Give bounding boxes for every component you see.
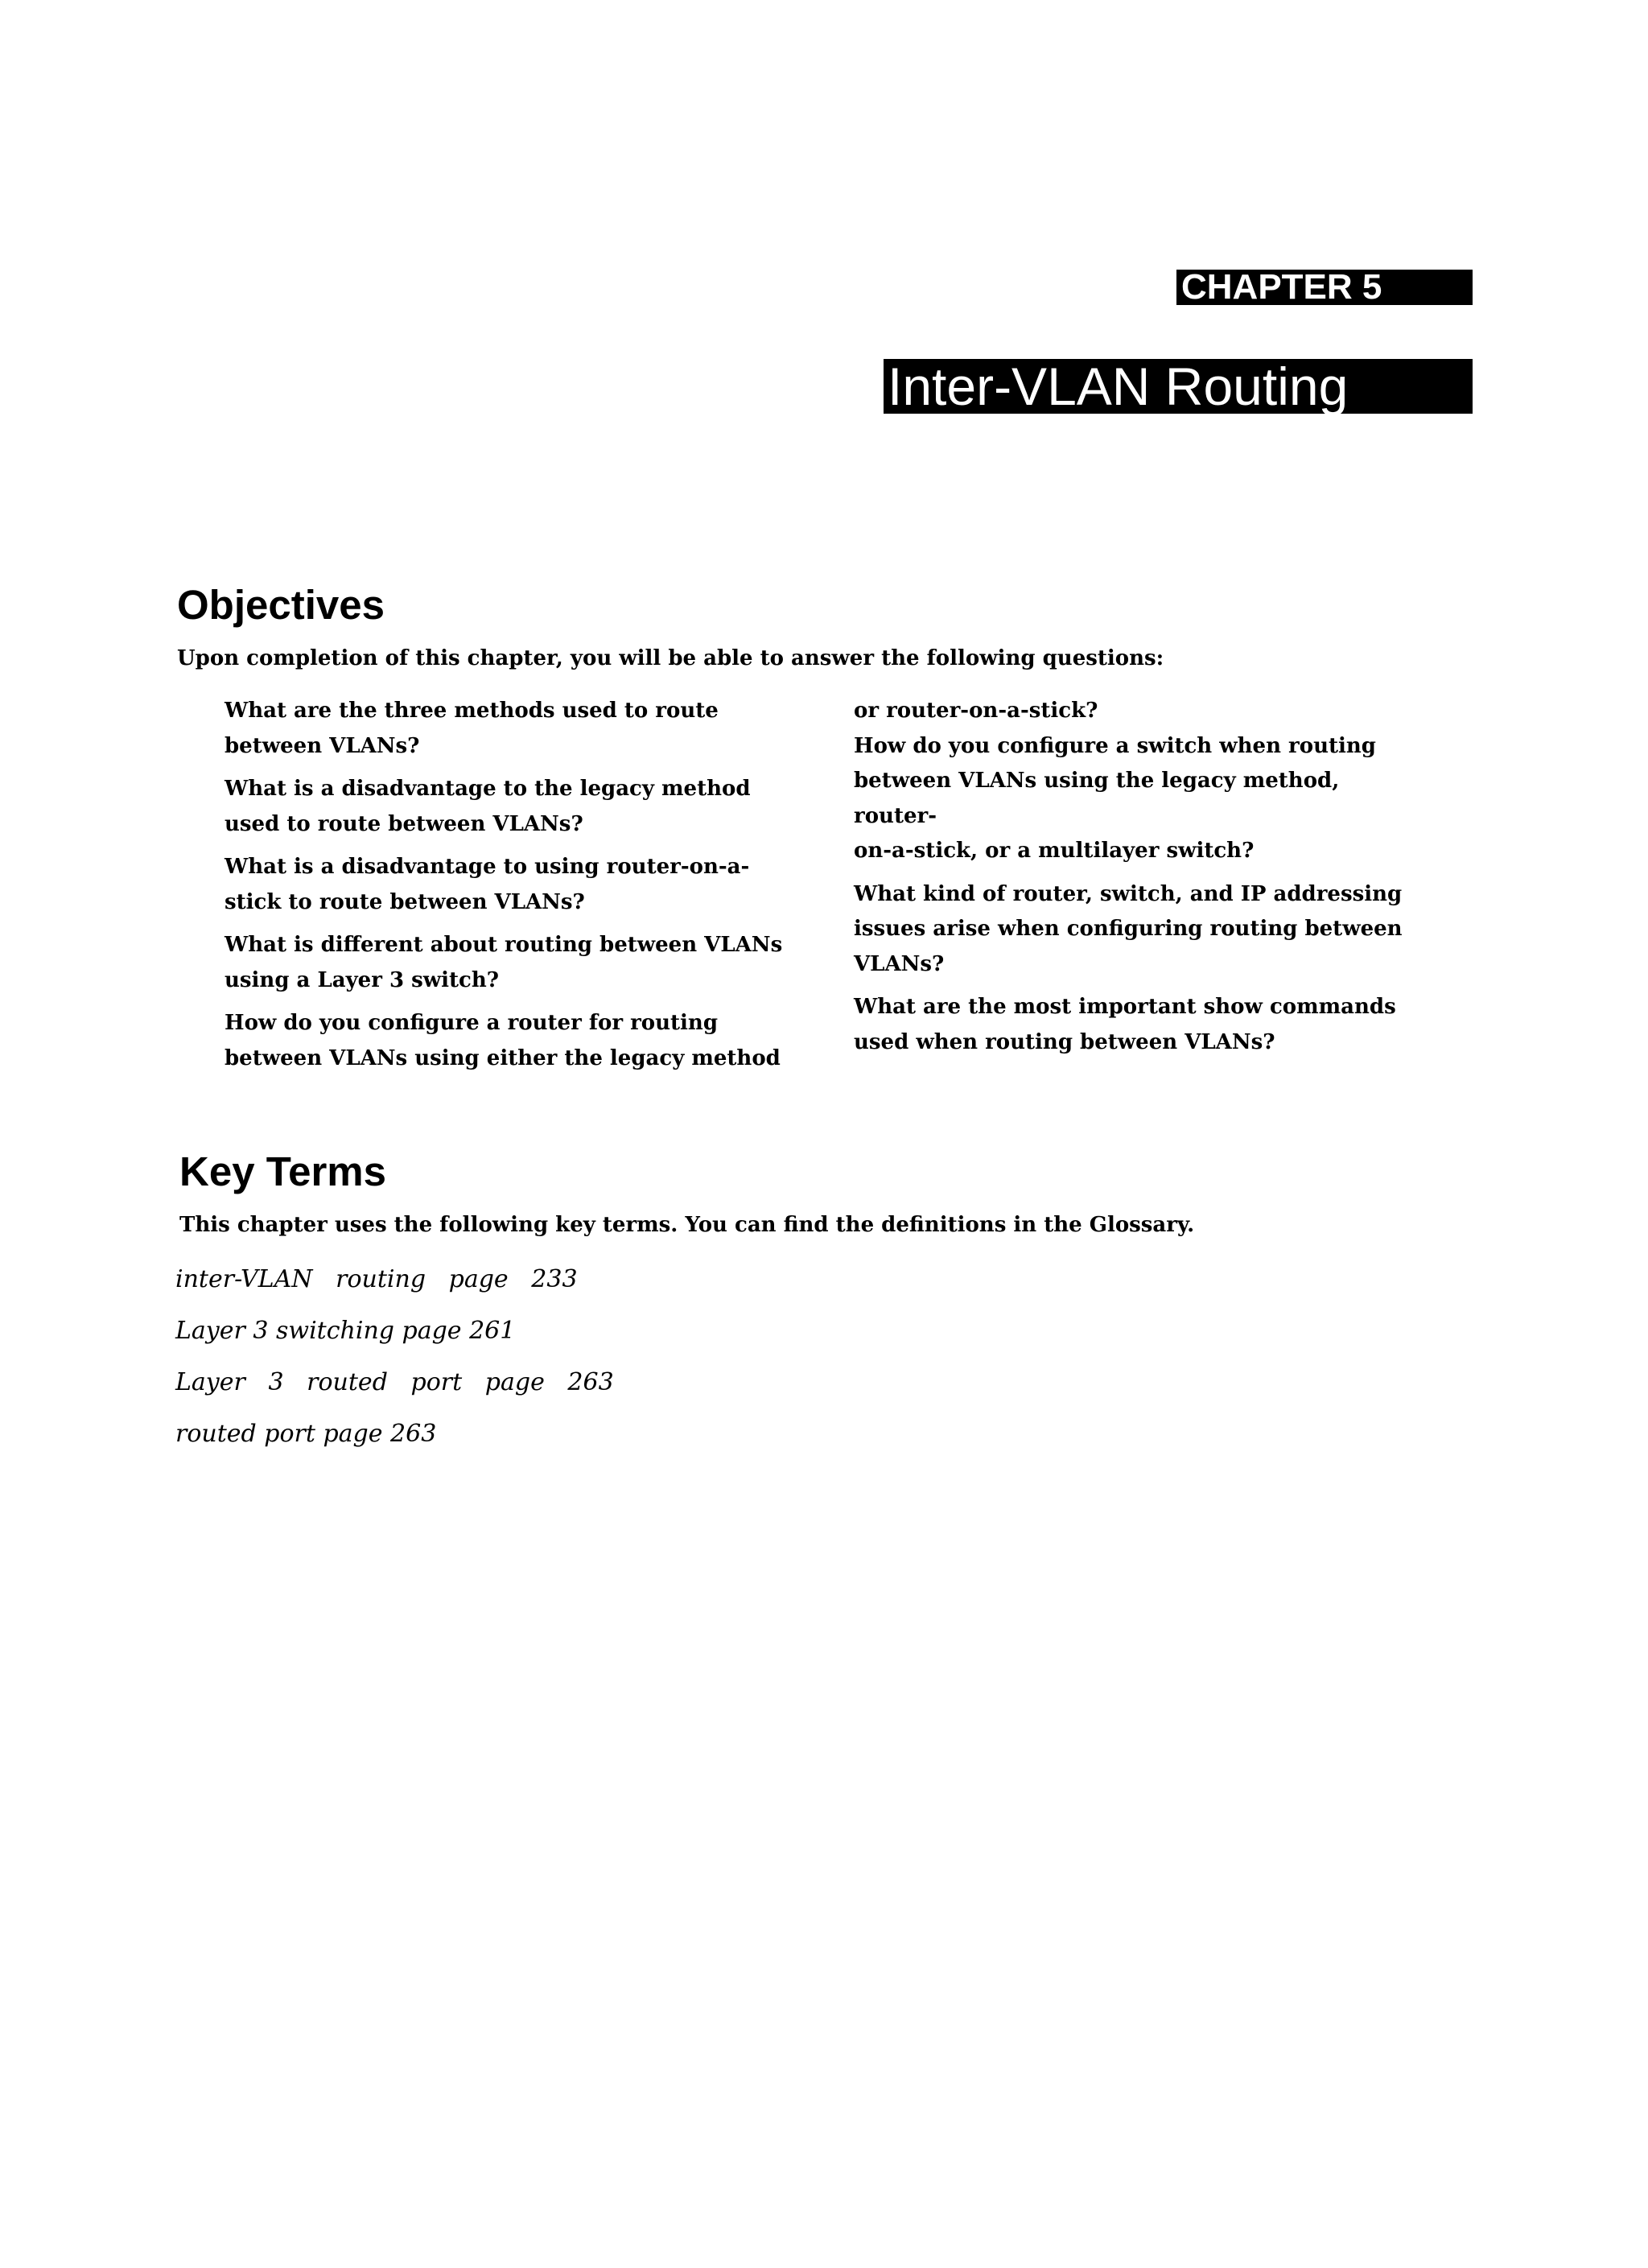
objectives-intro: Upon completion of this chapter, you will be able to answer the following questions: [177, 646, 1164, 670]
objective-item: What are the most important show commands used when routing between VLANs? [854, 995, 1396, 1054]
objective-item: What is a disadvantage to using router-on-a- stick to route between VLANs? [225, 855, 750, 914]
objectives-right-column [854, 694, 1417, 1068]
chapter-title: Inter-VLAN Routing [884, 359, 1473, 414]
key-term: inter-VLAN routing page 233 [175, 1265, 578, 1293]
objectives-heading: Objectives [177, 582, 385, 628]
objective-item: What is different about routing between VLANs using a Layer 3 switch? [225, 933, 783, 992]
objective-item: What are the three methods used to route between VLANs? [225, 699, 719, 758]
objective-item: What is a disadvantage to the legacy method used to route between VLANs? [225, 777, 751, 836]
key-terms-heading: Key Terms [179, 1148, 387, 1194]
objective-item: What kind of router, switch, and IP addressing issues arise when configuring routing between VLANs? [854, 881, 1403, 976]
key-term: Layer 3 switching page 261 [175, 1317, 516, 1345]
objective-item: How do you configure a switch when routing between VLANs using the legacy method, router- on-a-stick, or a multilayer switch? [854, 733, 1376, 863]
objective-item: How do you configure a router for routing between VLANs using either the legacy method [225, 1011, 781, 1070]
chapter-label: CHAPTER 5 [1176, 270, 1473, 305]
objective-item: or router-on-a-stick? [854, 699, 1098, 723]
key-term: Layer 3 routed port page 263 [175, 1368, 614, 1396]
key-terms-intro: This chapter uses the following key terms. You can find the definitions in the Glossary. [179, 1213, 1195, 1237]
key-term: routed port page 263 [175, 1420, 437, 1448]
objectives-left-column [225, 694, 788, 1084]
